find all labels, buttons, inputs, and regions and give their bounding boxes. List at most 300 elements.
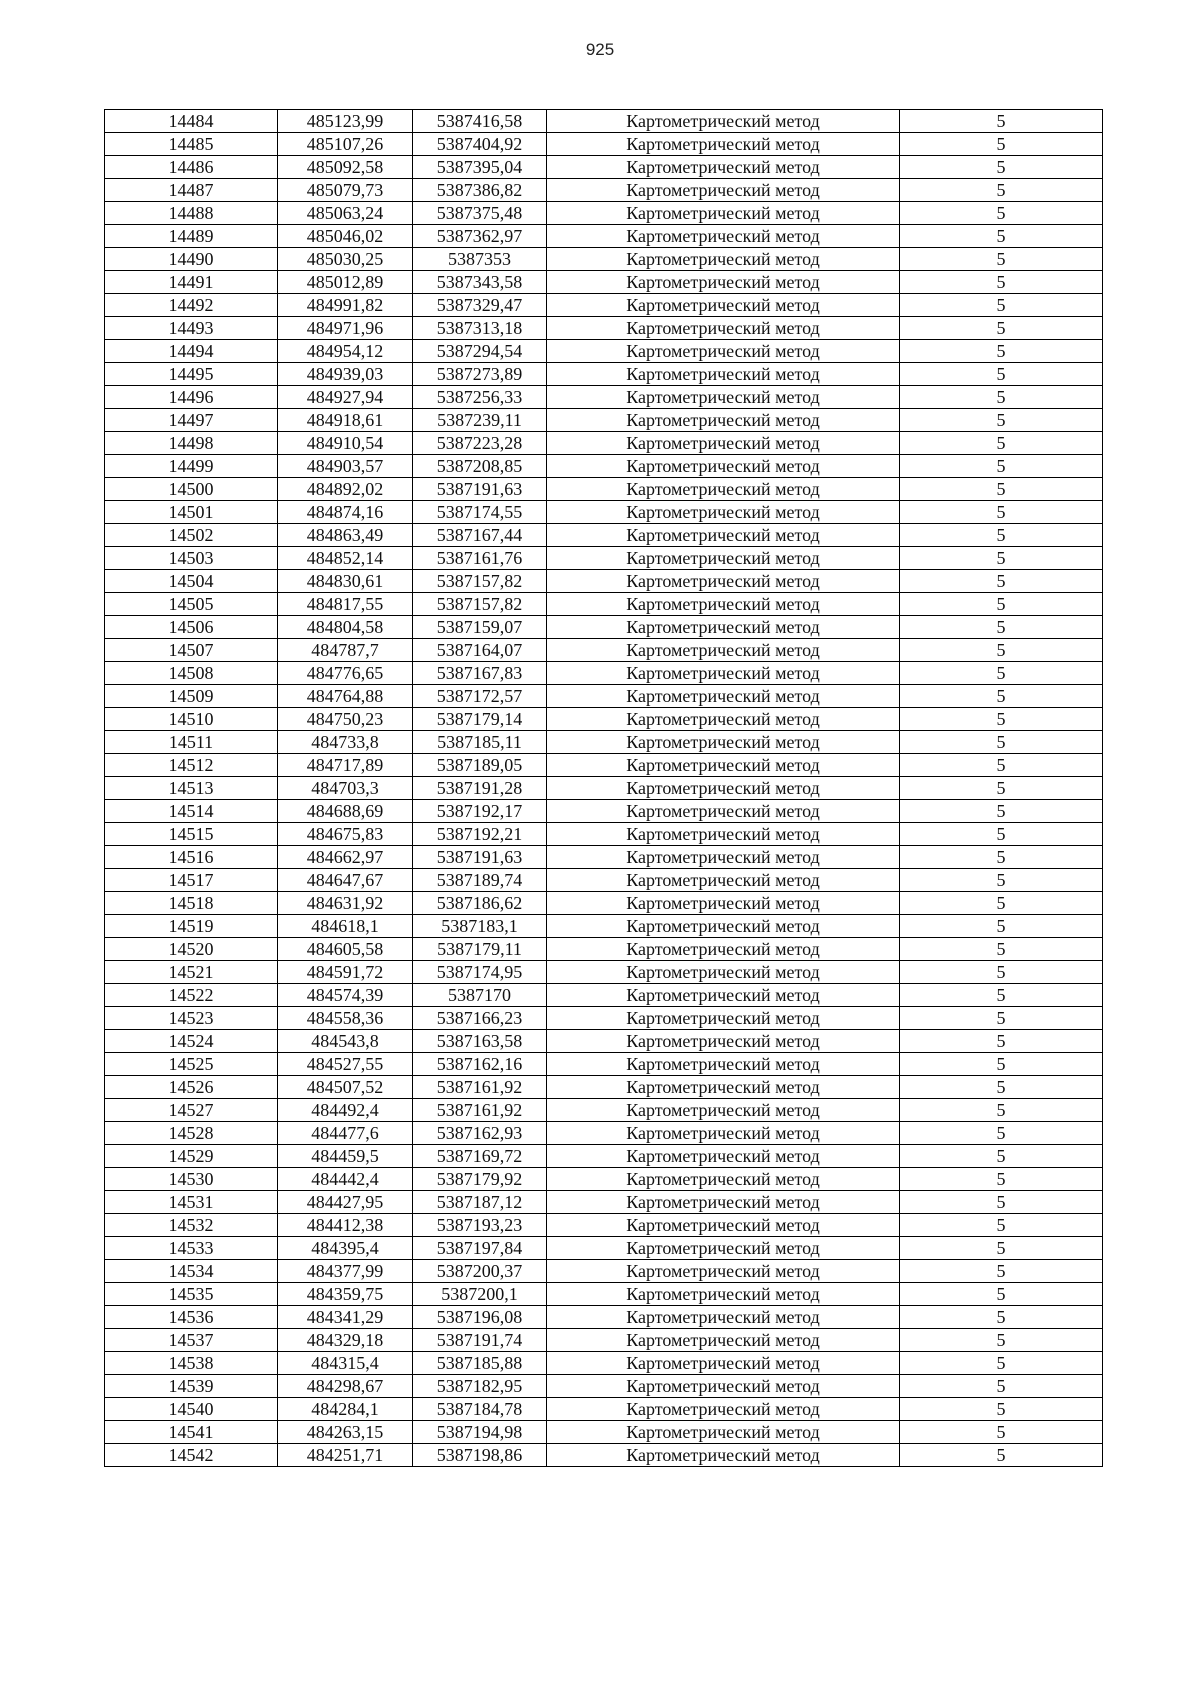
table-row — [105, 1306, 1103, 1329]
table-row — [105, 915, 1103, 938]
method-cell: Картометрический метод — [547, 202, 900, 225]
point-number-cell: 14529 — [105, 1145, 278, 1168]
table-row — [105, 938, 1103, 961]
x-coordinate-cell: 484910,54 — [278, 432, 413, 455]
y-coordinate-cell: 5387192,21 — [413, 823, 547, 846]
x-coordinate-cell: 484251,71 — [278, 1444, 413, 1467]
table-row — [105, 1168, 1103, 1191]
point-number-cell: 14488 — [105, 202, 278, 225]
method-cell: Картометрический метод — [547, 639, 900, 662]
x-coordinate-cell: 484991,82 — [278, 294, 413, 317]
method-cell: Картометрический метод — [547, 156, 900, 179]
table-row — [105, 202, 1103, 225]
table-row — [105, 1352, 1103, 1375]
accuracy-cell: 5 — [900, 340, 1103, 363]
method-cell: Картометрический метод — [547, 1329, 900, 1352]
method-cell: Картометрический метод — [547, 1030, 900, 1053]
table-row — [105, 616, 1103, 639]
point-number-cell: 14530 — [105, 1168, 278, 1191]
y-coordinate-cell: 5387191,74 — [413, 1329, 547, 1352]
x-coordinate-cell: 484507,52 — [278, 1076, 413, 1099]
x-coordinate-cell: 484298,67 — [278, 1375, 413, 1398]
x-coordinate-cell: 484733,8 — [278, 731, 413, 754]
table-row — [105, 1260, 1103, 1283]
method-cell: Картометрический метод — [547, 524, 900, 547]
y-coordinate-cell: 5387189,74 — [413, 869, 547, 892]
accuracy-cell: 5 — [900, 478, 1103, 501]
accuracy-cell: 5 — [900, 501, 1103, 524]
method-cell: Картометрический метод — [547, 731, 900, 754]
x-coordinate-cell: 484377,99 — [278, 1260, 413, 1283]
accuracy-cell: 5 — [900, 1168, 1103, 1191]
table-row — [105, 133, 1103, 156]
table-row — [105, 225, 1103, 248]
x-coordinate-cell: 484703,3 — [278, 777, 413, 800]
y-coordinate-cell: 5387353 — [413, 248, 547, 271]
table-row — [105, 846, 1103, 869]
table-row — [105, 317, 1103, 340]
method-cell: Картометрический метод — [547, 938, 900, 961]
x-coordinate-cell: 484688,69 — [278, 800, 413, 823]
y-coordinate-cell: 5387164,07 — [413, 639, 547, 662]
method-cell: Картометрический метод — [547, 179, 900, 202]
y-coordinate-cell: 5387157,82 — [413, 570, 547, 593]
accuracy-cell: 5 — [900, 1007, 1103, 1030]
table-row — [105, 1444, 1103, 1467]
point-number-cell: 14509 — [105, 685, 278, 708]
point-number-cell: 14496 — [105, 386, 278, 409]
method-cell: Картометрический метод — [547, 1099, 900, 1122]
table-row — [105, 524, 1103, 547]
table-row — [105, 1053, 1103, 1076]
table-row — [105, 340, 1103, 363]
table-row — [105, 1076, 1103, 1099]
page-number: 925 — [585, 40, 615, 59]
table-row — [105, 1122, 1103, 1145]
y-coordinate-cell: 5387416,58 — [413, 110, 547, 133]
x-coordinate-cell: 484954,12 — [278, 340, 413, 363]
point-number-cell: 14527 — [105, 1099, 278, 1122]
method-cell: Картометрический метод — [547, 1145, 900, 1168]
y-coordinate-cell: 5387273,89 — [413, 363, 547, 386]
table-row — [105, 1191, 1103, 1214]
accuracy-cell: 5 — [900, 1352, 1103, 1375]
table-row — [105, 1398, 1103, 1421]
method-cell: Картометрический метод — [547, 1191, 900, 1214]
point-number-cell: 14538 — [105, 1352, 278, 1375]
point-number-cell: 14492 — [105, 294, 278, 317]
point-number-cell: 14489 — [105, 225, 278, 248]
method-cell: Картометрический метод — [547, 432, 900, 455]
table-row — [105, 1375, 1103, 1398]
x-coordinate-cell: 484662,97 — [278, 846, 413, 869]
point-number-cell: 14513 — [105, 777, 278, 800]
table-row — [105, 294, 1103, 317]
y-coordinate-cell: 5387329,47 — [413, 294, 547, 317]
x-coordinate-cell: 484477,6 — [278, 1122, 413, 1145]
point-number-cell: 14497 — [105, 409, 278, 432]
point-number-cell: 14495 — [105, 363, 278, 386]
y-coordinate-cell: 5387159,07 — [413, 616, 547, 639]
x-coordinate-cell: 484874,16 — [278, 501, 413, 524]
x-coordinate-cell: 485012,89 — [278, 271, 413, 294]
point-number-cell: 14539 — [105, 1375, 278, 1398]
method-cell: Картометрический метод — [547, 800, 900, 823]
x-coordinate-cell: 484750,23 — [278, 708, 413, 731]
y-coordinate-cell: 5387191,28 — [413, 777, 547, 800]
method-cell: Картометрический метод — [547, 110, 900, 133]
y-coordinate-cell: 5387200,37 — [413, 1260, 547, 1283]
point-number-cell: 14515 — [105, 823, 278, 846]
point-number-cell: 14507 — [105, 639, 278, 662]
x-coordinate-cell: 484412,38 — [278, 1214, 413, 1237]
y-coordinate-cell: 5387169,72 — [413, 1145, 547, 1168]
point-number-cell: 14535 — [105, 1283, 278, 1306]
point-number-cell: 14508 — [105, 662, 278, 685]
accuracy-cell: 5 — [900, 1237, 1103, 1260]
method-cell: Картометрический метод — [547, 777, 900, 800]
point-number-cell: 14502 — [105, 524, 278, 547]
y-coordinate-cell: 5387343,58 — [413, 271, 547, 294]
table-row — [105, 731, 1103, 754]
point-number-cell: 14503 — [105, 547, 278, 570]
accuracy-cell: 5 — [900, 1398, 1103, 1421]
method-cell: Картометрический метод — [547, 1421, 900, 1444]
accuracy-cell: 5 — [900, 1375, 1103, 1398]
y-coordinate-cell: 5387179,11 — [413, 938, 547, 961]
point-number-cell: 14501 — [105, 501, 278, 524]
table-row — [105, 248, 1103, 271]
point-number-cell: 14541 — [105, 1421, 278, 1444]
y-coordinate-cell: 5387187,12 — [413, 1191, 547, 1214]
accuracy-cell: 5 — [900, 110, 1103, 133]
table-row — [105, 1145, 1103, 1168]
x-coordinate-cell: 484558,36 — [278, 1007, 413, 1030]
y-coordinate-cell: 5387200,1 — [413, 1283, 547, 1306]
y-coordinate-cell: 5387179,92 — [413, 1168, 547, 1191]
table-row — [105, 984, 1103, 1007]
x-coordinate-cell: 484591,72 — [278, 961, 413, 984]
method-cell: Картометрический метод — [547, 340, 900, 363]
x-coordinate-cell: 484618,1 — [278, 915, 413, 938]
accuracy-cell: 5 — [900, 754, 1103, 777]
x-coordinate-cell: 484717,89 — [278, 754, 413, 777]
point-number-cell: 14494 — [105, 340, 278, 363]
x-coordinate-cell: 484459,5 — [278, 1145, 413, 1168]
accuracy-cell: 5 — [900, 156, 1103, 179]
x-coordinate-cell: 484329,18 — [278, 1329, 413, 1352]
method-cell: Картометрический метод — [547, 1260, 900, 1283]
coordinates-table-body — [105, 110, 1103, 1467]
point-number-cell: 14536 — [105, 1306, 278, 1329]
method-cell: Картометрический метод — [547, 386, 900, 409]
y-coordinate-cell: 5387189,05 — [413, 754, 547, 777]
x-coordinate-cell: 484817,55 — [278, 593, 413, 616]
method-cell: Картометрический метод — [547, 1076, 900, 1099]
point-number-cell: 14498 — [105, 432, 278, 455]
x-coordinate-cell: 484631,92 — [278, 892, 413, 915]
table-row — [105, 685, 1103, 708]
x-coordinate-cell: 484605,58 — [278, 938, 413, 961]
point-number-cell: 14499 — [105, 455, 278, 478]
table-row — [105, 363, 1103, 386]
table-row — [105, 800, 1103, 823]
x-coordinate-cell: 484927,94 — [278, 386, 413, 409]
method-cell: Картометрический метод — [547, 961, 900, 984]
y-coordinate-cell: 5387161,76 — [413, 547, 547, 570]
x-coordinate-cell: 484939,03 — [278, 363, 413, 386]
accuracy-cell: 5 — [900, 1329, 1103, 1352]
table-row — [105, 892, 1103, 915]
x-coordinate-cell: 484492,4 — [278, 1099, 413, 1122]
accuracy-cell: 5 — [900, 984, 1103, 1007]
x-coordinate-cell: 484776,65 — [278, 662, 413, 685]
method-cell: Картометрический метод — [547, 869, 900, 892]
method-cell: Картометрический метод — [547, 248, 900, 271]
y-coordinate-cell: 5387208,85 — [413, 455, 547, 478]
point-number-cell: 14484 — [105, 110, 278, 133]
table-row — [105, 1421, 1103, 1444]
accuracy-cell: 5 — [900, 547, 1103, 570]
accuracy-cell: 5 — [900, 731, 1103, 754]
x-coordinate-cell: 485063,24 — [278, 202, 413, 225]
accuracy-cell: 5 — [900, 823, 1103, 846]
method-cell: Картометрический метод — [547, 133, 900, 156]
accuracy-cell: 5 — [900, 294, 1103, 317]
table-row — [105, 110, 1103, 133]
y-coordinate-cell: 5387162,16 — [413, 1053, 547, 1076]
y-coordinate-cell: 5387313,18 — [413, 317, 547, 340]
method-cell: Картометрический метод — [547, 1122, 900, 1145]
x-coordinate-cell: 485092,58 — [278, 156, 413, 179]
table-row — [105, 823, 1103, 846]
method-cell: Картометрический метод — [547, 1398, 900, 1421]
x-coordinate-cell: 484852,14 — [278, 547, 413, 570]
accuracy-cell: 5 — [900, 846, 1103, 869]
point-number-cell: 14542 — [105, 1444, 278, 1467]
x-coordinate-cell: 485046,02 — [278, 225, 413, 248]
y-coordinate-cell: 5387182,95 — [413, 1375, 547, 1398]
x-coordinate-cell: 485107,26 — [278, 133, 413, 156]
method-cell: Картометрический метод — [547, 593, 900, 616]
y-coordinate-cell: 5387196,08 — [413, 1306, 547, 1329]
y-coordinate-cell: 5387161,92 — [413, 1099, 547, 1122]
y-coordinate-cell: 5387174,95 — [413, 961, 547, 984]
method-cell: Картометрический метод — [547, 1444, 900, 1467]
accuracy-cell: 5 — [900, 685, 1103, 708]
accuracy-cell: 5 — [900, 271, 1103, 294]
point-number-cell: 14506 — [105, 616, 278, 639]
method-cell: Картометрический метод — [547, 1214, 900, 1237]
y-coordinate-cell: 5387395,04 — [413, 156, 547, 179]
y-coordinate-cell: 5387362,97 — [413, 225, 547, 248]
point-number-cell: 14491 — [105, 271, 278, 294]
method-cell: Картометрический метод — [547, 754, 900, 777]
method-cell: Картометрический метод — [547, 846, 900, 869]
y-coordinate-cell: 5387179,14 — [413, 708, 547, 731]
point-number-cell: 14500 — [105, 478, 278, 501]
accuracy-cell: 5 — [900, 248, 1103, 271]
method-cell: Картометрический метод — [547, 823, 900, 846]
accuracy-cell: 5 — [900, 1030, 1103, 1053]
table-row — [105, 501, 1103, 524]
method-cell: Картометрический метод — [547, 1168, 900, 1191]
accuracy-cell: 5 — [900, 570, 1103, 593]
method-cell: Картометрический метод — [547, 294, 900, 317]
accuracy-cell: 5 — [900, 1260, 1103, 1283]
point-number-cell: 14518 — [105, 892, 278, 915]
x-coordinate-cell: 484527,55 — [278, 1053, 413, 1076]
accuracy-cell: 5 — [900, 1099, 1103, 1122]
accuracy-cell: 5 — [900, 1306, 1103, 1329]
method-cell: Картометрический метод — [547, 363, 900, 386]
point-number-cell: 14521 — [105, 961, 278, 984]
point-number-cell: 14528 — [105, 1122, 278, 1145]
point-number-cell: 14532 — [105, 1214, 278, 1237]
x-coordinate-cell: 484427,95 — [278, 1191, 413, 1214]
table-row — [105, 593, 1103, 616]
y-coordinate-cell: 5387170 — [413, 984, 547, 1007]
y-coordinate-cell: 5387185,11 — [413, 731, 547, 754]
point-number-cell: 14486 — [105, 156, 278, 179]
accuracy-cell: 5 — [900, 639, 1103, 662]
accuracy-cell: 5 — [900, 869, 1103, 892]
method-cell: Картометрический метод — [547, 1375, 900, 1398]
point-number-cell: 14537 — [105, 1329, 278, 1352]
table-row — [105, 547, 1103, 570]
method-cell: Картометрический метод — [547, 984, 900, 1007]
method-cell: Картометрический метод — [547, 616, 900, 639]
y-coordinate-cell: 5387386,82 — [413, 179, 547, 202]
point-number-cell: 14517 — [105, 869, 278, 892]
y-coordinate-cell: 5387193,23 — [413, 1214, 547, 1237]
accuracy-cell: 5 — [900, 616, 1103, 639]
y-coordinate-cell: 5387191,63 — [413, 478, 547, 501]
y-coordinate-cell: 5387404,92 — [413, 133, 547, 156]
table-row — [105, 777, 1103, 800]
table-row — [105, 1237, 1103, 1260]
x-coordinate-cell: 484395,4 — [278, 1237, 413, 1260]
method-cell: Картометрический метод — [547, 455, 900, 478]
method-cell: Картометрический метод — [547, 547, 900, 570]
y-coordinate-cell: 5387184,78 — [413, 1398, 547, 1421]
y-coordinate-cell: 5387183,1 — [413, 915, 547, 938]
table-row — [105, 961, 1103, 984]
accuracy-cell: 5 — [900, 386, 1103, 409]
accuracy-cell: 5 — [900, 1145, 1103, 1168]
y-coordinate-cell: 5387163,58 — [413, 1030, 547, 1053]
y-coordinate-cell: 5387294,54 — [413, 340, 547, 363]
y-coordinate-cell: 5387256,33 — [413, 386, 547, 409]
y-coordinate-cell: 5387239,11 — [413, 409, 547, 432]
point-number-cell: 14511 — [105, 731, 278, 754]
method-cell: Картометрический метод — [547, 317, 900, 340]
x-coordinate-cell: 484341,29 — [278, 1306, 413, 1329]
point-number-cell: 14531 — [105, 1191, 278, 1214]
point-number-cell: 14485 — [105, 133, 278, 156]
y-coordinate-cell: 5387172,57 — [413, 685, 547, 708]
y-coordinate-cell: 5387157,82 — [413, 593, 547, 616]
accuracy-cell: 5 — [900, 1053, 1103, 1076]
accuracy-cell: 5 — [900, 938, 1103, 961]
point-number-cell: 14534 — [105, 1260, 278, 1283]
accuracy-cell: 5 — [900, 133, 1103, 156]
accuracy-cell: 5 — [900, 961, 1103, 984]
y-coordinate-cell: 5387174,55 — [413, 501, 547, 524]
x-coordinate-cell: 484787,7 — [278, 639, 413, 662]
accuracy-cell: 5 — [900, 593, 1103, 616]
point-number-cell: 14487 — [105, 179, 278, 202]
accuracy-cell: 5 — [900, 524, 1103, 547]
point-number-cell: 14522 — [105, 984, 278, 1007]
method-cell: Картометрический метод — [547, 409, 900, 432]
x-coordinate-cell: 484263,15 — [278, 1421, 413, 1444]
point-number-cell: 14526 — [105, 1076, 278, 1099]
accuracy-cell: 5 — [900, 1421, 1103, 1444]
accuracy-cell: 5 — [900, 892, 1103, 915]
accuracy-cell: 5 — [900, 202, 1103, 225]
x-coordinate-cell: 484892,02 — [278, 478, 413, 501]
point-number-cell: 14533 — [105, 1237, 278, 1260]
x-coordinate-cell: 484804,58 — [278, 616, 413, 639]
table-row — [105, 639, 1103, 662]
point-number-cell: 14516 — [105, 846, 278, 869]
accuracy-cell: 5 — [900, 455, 1103, 478]
x-coordinate-cell: 484675,83 — [278, 823, 413, 846]
table-row — [105, 1030, 1103, 1053]
accuracy-cell: 5 — [900, 1444, 1103, 1467]
accuracy-cell: 5 — [900, 800, 1103, 823]
method-cell: Картометрический метод — [547, 478, 900, 501]
accuracy-cell: 5 — [900, 1122, 1103, 1145]
method-cell: Картометрический метод — [547, 915, 900, 938]
method-cell: Картометрический метод — [547, 1283, 900, 1306]
accuracy-cell: 5 — [900, 1283, 1103, 1306]
accuracy-cell: 5 — [900, 225, 1103, 248]
y-coordinate-cell: 5387166,23 — [413, 1007, 547, 1030]
x-coordinate-cell: 484315,4 — [278, 1352, 413, 1375]
accuracy-cell: 5 — [900, 409, 1103, 432]
y-coordinate-cell: 5387167,44 — [413, 524, 547, 547]
method-cell: Картометрический метод — [547, 662, 900, 685]
y-coordinate-cell: 5387185,88 — [413, 1352, 547, 1375]
point-number-cell: 14512 — [105, 754, 278, 777]
x-coordinate-cell: 484863,49 — [278, 524, 413, 547]
table-row — [105, 1214, 1103, 1237]
x-coordinate-cell: 485079,73 — [278, 179, 413, 202]
x-coordinate-cell: 485123,99 — [278, 110, 413, 133]
table-row — [105, 409, 1103, 432]
method-cell: Картометрический метод — [547, 271, 900, 294]
table-row — [105, 869, 1103, 892]
accuracy-cell: 5 — [900, 1076, 1103, 1099]
x-coordinate-cell: 484830,61 — [278, 570, 413, 593]
accuracy-cell: 5 — [900, 1214, 1103, 1237]
table-row — [105, 156, 1103, 179]
x-coordinate-cell: 484971,96 — [278, 317, 413, 340]
accuracy-cell: 5 — [900, 662, 1103, 685]
x-coordinate-cell: 484903,57 — [278, 455, 413, 478]
method-cell: Картометрический метод — [547, 225, 900, 248]
y-coordinate-cell: 5387194,98 — [413, 1421, 547, 1444]
accuracy-cell: 5 — [900, 317, 1103, 340]
table-row — [105, 570, 1103, 593]
x-coordinate-cell: 484574,39 — [278, 984, 413, 1007]
method-cell: Картометрический метод — [547, 501, 900, 524]
point-number-cell: 14523 — [105, 1007, 278, 1030]
point-number-cell: 14504 — [105, 570, 278, 593]
method-cell: Картометрический метод — [547, 708, 900, 731]
